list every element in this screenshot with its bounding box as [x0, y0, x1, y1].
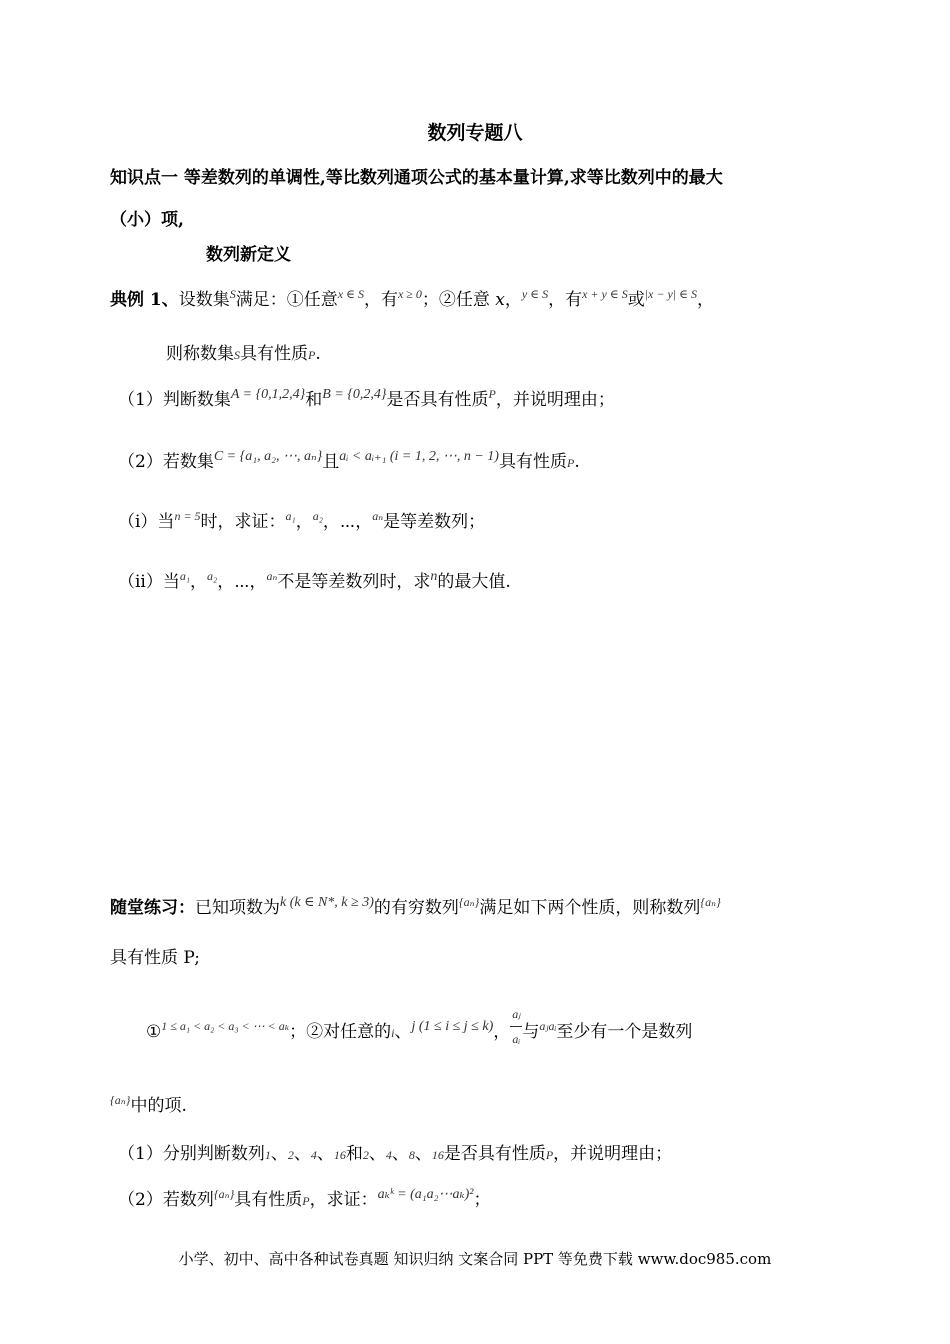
text: 中的项.	[130, 1096, 187, 1116]
example-question-2i	[118, 510, 485, 535]
text: 具有性质	[240, 344, 308, 364]
text: ，	[190, 572, 208, 592]
math: A = {0,1,2,4}	[230, 387, 306, 402]
math: x + y ∈ S	[582, 287, 628, 301]
math: 4	[385, 1148, 392, 1162]
text: 满足如下两个性质，则称数列	[479, 898, 701, 918]
math: aⱼaᵢ	[539, 1019, 557, 1033]
math: S	[234, 348, 240, 362]
text: 的最大值.	[437, 572, 511, 592]
practice-question-2	[118, 1188, 491, 1214]
math: {aₙ}	[700, 895, 721, 909]
text: ；②对任意的	[289, 1022, 392, 1042]
math: {aₙ}	[213, 1187, 235, 1201]
math: |x − y| ∈ S	[644, 287, 697, 301]
practice-question-1	[118, 1142, 672, 1167]
math: 8	[408, 1148, 415, 1162]
text: 、	[293, 1144, 311, 1164]
variable-x: x	[495, 290, 505, 310]
math: n = 5	[174, 509, 201, 523]
text: 是否具有性质	[443, 1144, 546, 1164]
text: 、	[270, 1144, 288, 1164]
text: 不是等差数列时，求	[277, 572, 431, 592]
text: ，⋯，	[217, 572, 267, 592]
text: 和	[305, 390, 323, 410]
math: aₙ	[372, 509, 384, 523]
math: 1 ≤ a₁ < a₂ < a₃ < ⋯ < aₖ	[161, 1019, 290, 1033]
math: n	[430, 569, 438, 584]
text: （1）判断数集	[118, 390, 231, 410]
math: i	[391, 1026, 395, 1040]
math: 16	[333, 1148, 346, 1162]
text: （2）若数列	[118, 1190, 214, 1210]
text: ，有	[363, 290, 398, 310]
text: 、	[368, 1144, 386, 1164]
text: .	[574, 452, 580, 472]
text: ，并说明理由；	[553, 1144, 673, 1164]
example-line2	[166, 342, 321, 367]
math: a₂	[207, 569, 218, 583]
text: 时，求证：	[200, 512, 286, 532]
page-title: 数列专题八	[427, 122, 523, 144]
example-label: 典例 1、	[110, 290, 179, 310]
text: 具有性质	[234, 1190, 303, 1210]
math: S	[229, 287, 236, 301]
text: 具有性质	[498, 452, 567, 472]
knowledge-point-line1: 知识点一 等差数列的单调性,等比数列通项公式的基本量计算,求等比数列中的最大	[110, 168, 723, 188]
text: 设数集	[178, 290, 230, 310]
text: 或	[627, 290, 645, 310]
text: .	[315, 344, 321, 364]
math: a₁	[179, 569, 191, 583]
text: ，	[493, 1022, 511, 1042]
math: P	[488, 387, 496, 401]
text: 的有穷数列	[373, 898, 459, 918]
knowledge-point-line2: （小）项,	[110, 210, 184, 230]
text: （2）若数集	[118, 452, 214, 472]
practice-conditions	[146, 1008, 692, 1057]
text: 是等差数列；	[383, 512, 486, 532]
text: 、	[394, 1022, 412, 1042]
text: 、	[316, 1144, 334, 1164]
example-question-2ii	[118, 570, 511, 596]
math: k (k ∈ N*, k ≥ 3)	[280, 895, 374, 910]
math: j (1 ≤ i ≤ j ≤ k)	[411, 1019, 494, 1034]
page-footer: 小学、初中、高中各种试卷真题 知识归纳 文案合同 PPT 等免费下载 www.doc985.com	[178, 1250, 772, 1268]
text: 已知项数为	[195, 898, 280, 918]
text: 且	[322, 452, 340, 472]
text: （ii）当	[118, 572, 180, 592]
math: B = {0,2,4}	[322, 387, 387, 402]
math: C = {a₁, a₂, ⋯, aₙ}	[213, 449, 323, 464]
example-question-1	[118, 388, 615, 414]
fraction-numerator: aⱼ	[510, 1002, 522, 1027]
math: x ∈ S	[337, 287, 364, 301]
math: P	[545, 1148, 554, 1162]
math: a₂	[312, 509, 323, 523]
text: ，求证：	[309, 1190, 378, 1210]
math: {aₙ}	[458, 895, 480, 909]
text: ，并说明理由；	[495, 390, 615, 410]
text: ；	[473, 1190, 491, 1210]
example-question-2	[118, 450, 580, 476]
text: ，	[295, 512, 313, 532]
text: 至少有一个是数列	[556, 1022, 693, 1042]
fraction-denominator: aᵢ	[512, 1032, 521, 1046]
math: y ∈ S	[521, 287, 549, 301]
text: ，	[504, 290, 522, 310]
math: P	[302, 1194, 310, 1208]
text: 和	[345, 1144, 363, 1164]
practice-line2: 具有性质 P;	[110, 948, 200, 968]
text: ①	[146, 1022, 162, 1042]
math: aₙ	[266, 569, 278, 583]
text: 、	[414, 1144, 432, 1164]
math: 2	[362, 1148, 369, 1162]
example-intro	[110, 288, 714, 313]
text: ，有	[548, 290, 583, 310]
text: ，	[696, 290, 714, 310]
math: aᵢ < aᵢ₊₁ (i = 1, 2, ⋯, n − 1)	[339, 449, 499, 464]
text: 与	[522, 1022, 540, 1042]
text: 、	[391, 1144, 409, 1164]
math: 16	[431, 1148, 444, 1162]
math: x ≥ 0	[397, 287, 422, 301]
text: 满足：①任意	[235, 290, 338, 310]
math: aₖᵏ = (a₁a₂⋯aₖ)²	[377, 1187, 474, 1202]
math: a₁	[285, 509, 296, 523]
math: {aₙ}	[110, 1093, 131, 1107]
practice-intro	[110, 896, 721, 922]
practice-label: 随堂练习：	[110, 898, 195, 918]
text: （i）当	[118, 512, 175, 532]
math: P	[566, 456, 575, 470]
math: 2	[287, 1148, 294, 1162]
text: （1）分别判断数列	[118, 1144, 265, 1164]
text: 则称数集	[166, 344, 234, 364]
text: ；②任意	[421, 290, 496, 310]
fraction	[510, 1002, 522, 1051]
knowledge-point-line3: 数列新定义	[206, 245, 291, 265]
math: 1	[264, 1148, 271, 1162]
math: 4	[310, 1148, 317, 1162]
math: P	[308, 348, 316, 362]
text: 是否具有性质	[386, 390, 489, 410]
text: ，⋯，	[322, 512, 373, 532]
practice-line4	[110, 1094, 187, 1119]
